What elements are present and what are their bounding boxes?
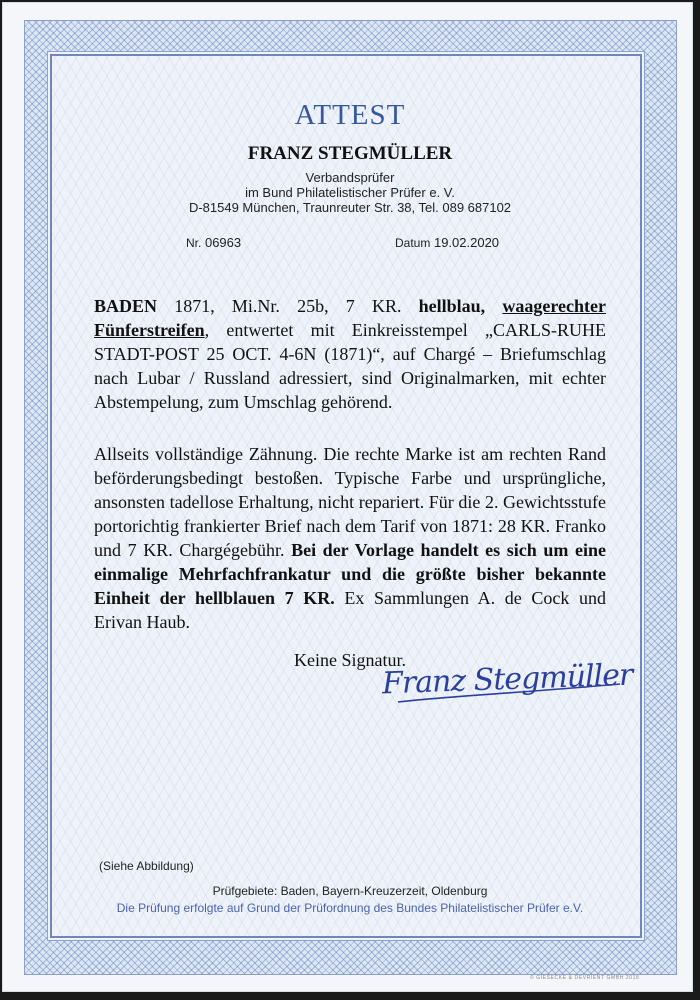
number-label: Nr. (186, 236, 202, 250)
certificate-number (186, 235, 241, 250)
copyright-note: © GIESECKE & DEVRIENT GMBH 2018 (530, 975, 640, 981)
cancellation-details: , entwertet mit Einkreisstempel „CARLS-RUHE STADT-POST 25 OCT. 4-6N (1871)“, auf Chargé – Briefumschlag nach Lubar / Russland adressiert, sind Originalmarken, mit echter Abstempelung, zum Umschlag gehörend. (94, 320, 606, 412)
country-name: BADEN (94, 296, 158, 316)
certificate-title: ATTEST (294, 99, 406, 131)
signature-flourish (392, 662, 632, 722)
examiner-association: im Bund Philatelistischer Prüfer e. V. (245, 185, 455, 200)
stamp-color: hellblau, (418, 296, 486, 316)
certificate-date (395, 235, 499, 250)
no-signature-note: Keine Signatur. (294, 650, 406, 670)
description-paragraph (94, 294, 606, 414)
examiner-role: Verbandsprüfer (305, 170, 395, 185)
condition-paragraph (94, 442, 606, 634)
condition-text: Allseits vollständige Zähnung. Die rechte Marke ist am rechten Rand beförderungsbedingt bestoßen. Typische Farbe und ursprüngliche, ansonsten tadellose Erhaltung, nicht repariert. Für die 2. Gewichtsstufe portorichtig frankierter Brief nach dem Tarif von 1871: 28 KR. Franko und 7 KR. Chargégebühr. (94, 444, 606, 560)
examiner-signature: Franz Stegmüller (381, 657, 633, 702)
exam-areas: Prüfgebiete: Baden, Bayern-Kreuzerzeit, Oldenburg (212, 884, 488, 898)
regulation-note: Die Prüfung erfolgte auf Grund der Prüfordnung des Bundes Philatelistischer Prüfer e.V. (116, 901, 584, 915)
see-image-note: (Siehe Abbildung) (99, 859, 194, 873)
date-label: Datum (395, 236, 431, 250)
date-value: 19.02.2020 (433, 235, 500, 250)
strip-description: waagerechter Fünferstreifen (94, 296, 606, 340)
examiner-address: D-81549 München, Traunreuter Str. 38, Tel. 089 687102 (188, 200, 512, 215)
examiner-name: FRANZ STEGMÜLLER (247, 143, 453, 164)
rarity-statement: Bei der Vorlage handelt es sich um eine einmalige Mehrfachfrankatur und die größte bisher bekannte Einheit der hellblauen 7 KR. (94, 540, 606, 608)
number-value: 06963 (204, 235, 242, 250)
stamp-catalog: 1871, Mi.Nr. 25b, 7 KR. (157, 296, 419, 316)
provenance-text: Ex Sammlungen A. de Cock und Erivan Haub. (94, 588, 606, 632)
